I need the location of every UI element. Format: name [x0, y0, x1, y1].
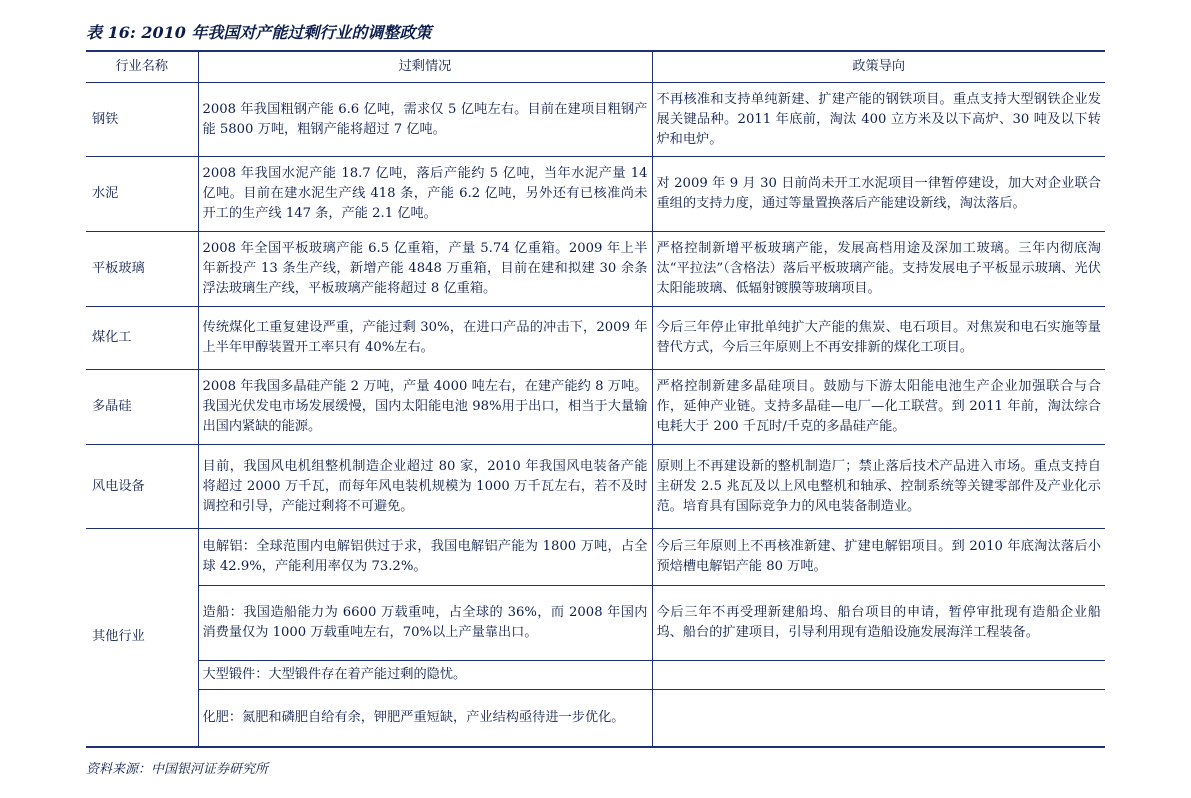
policy-cell: 今后三年不再受理新建船坞、船台项目的申请，暂停审批现有造船企业船坞、船台的扩建项目，引导利用现有造船设施发展海洋工程装备。 [652, 586, 1105, 661]
industry-name: 煤化工 [86, 307, 198, 370]
table-row [86, 586, 1105, 661]
table-row [86, 83, 1105, 157]
policy-cell [652, 690, 1105, 747]
industry-name: 平板玻璃 [86, 232, 198, 307]
policy-cell: 今后三年停止审批单纯扩大产能的焦炭、电石项目。对焦炭和电石实施等量替代方式，今后三年原则上不再安排新的煤化工项目。 [652, 307, 1105, 370]
policy-cell: 原则上不再建设新的整机制造厂；禁止落后技术产品进入市场。重点支持自主研发 2.5 兆瓦及以上风电整机和轴承、控制系统等关键零部件及产业化示范。培育具有国际竞争力的风电装备制造业。 [652, 445, 1105, 529]
source-note: 资料来源：中国银河证券研究所 [86, 762, 269, 777]
industry-name: 风电设备 [86, 445, 198, 529]
situation-cell: 目前，我国风电机组整机制造企业超过 80 家，2010 年我国风电装备产能将超过 2000 万千瓦，而每年风电装机规模为 1000 万千瓦左右，若不及时调控和引导，产能过剩将不可避免。 [198, 445, 652, 529]
situation-cell: 2008 年我国水泥产能 18.7 亿吨，落后产能约 5 亿吨，当年水泥产量 14 亿吨。目前在建水泥生产线 418 条，产能 6.2 亿吨，另外还有已核准尚未开工的生产线 147 条，产能 2.1 亿吨。 [198, 157, 652, 232]
industry-name: 多晶硅 [86, 370, 198, 445]
situation-cell: 2008 年我国粗钢产能 6.6 亿吨，需求仅 5 亿吨左右。目前在建项目粗钢产能 5800 万吨，粗钢产能将超过 7 亿吨。 [198, 83, 652, 157]
policy-cell: 对 2009 年 9 月 30 日前尚未开工水泥项目一律暂停建设，加大对企业联合重组的支持力度，通过等量置换落后产能建设新线，淘汰落后。 [652, 157, 1105, 232]
situation-cell: 化肥：氮肥和磷肥自给有余，钾肥严重短缺，产业结构亟待进一步优化。 [198, 690, 652, 747]
situation-cell: 2008 年我国多晶硅产能 2 万吨，产量 4000 吨左右，在建产能约 8 万吨。我国光伏发电市场发展缓慢，国内太阳能电池 98%用于出口，相当于大量输出国内紧缺的能源。 [198, 370, 652, 445]
situation-cell: 2008 年全国平板玻璃产能 6.5 亿重箱，产量 5.74 亿重箱。2009 年上半年新投产 13 条生产线，新增产能 4848 万重箱，目前在建和拟建 30 余条浮法玻璃生产线，平板玻璃产能将超过 8 亿重箱。 [198, 232, 652, 307]
table-row [86, 370, 1105, 445]
situation-cell: 电解铝：全球范围内电解铝供过于求，我国电解铝产能为 1800 万吨，占全球 42.9%，产能利用率仅为 73.2%。 [198, 529, 652, 586]
table-row [86, 529, 1105, 586]
table-row [86, 661, 1105, 690]
table-row [86, 232, 1105, 307]
policy-cell: 不再核准和支持单纯新建、扩建产能的钢铁项目。重点支持大型钢铁企业发展关键品种。2011 年底前，淘汰 400 立方米及以下高炉、30 吨及以下转炉和电炉。 [652, 83, 1105, 157]
policy-cell [652, 661, 1105, 690]
document-page [86, 20, 1106, 748]
table-title: 表 16: 2010 年我国对产能过剩行业的调整政策 [86, 23, 432, 42]
policy-cell: 今后三年原则上不再核准新建、扩建电解铝项目。到 2010 年底淘汰落后小预焙槽电解铝产能 80 万吨。 [652, 529, 1105, 586]
industry-name: 水泥 [86, 157, 198, 232]
situation-cell: 传统煤化工重复建设严重，产能过剩 30%，在进口产品的冲击下，2009 年上半年甲醇装置开工率只有 40%左右。 [198, 307, 652, 370]
table-header-row [86, 51, 1105, 83]
table-row [86, 445, 1105, 529]
situation-cell: 造船：我国造船能力为 6600 万载重吨，占全球的 36%，而 2008 年国内消费量仅为 1000 万载重吨左右，70%以上产量靠出口。 [198, 586, 652, 661]
header-industry: 行业名称 [86, 51, 198, 83]
industry-name: 钢铁 [86, 83, 198, 157]
table-row [86, 157, 1105, 232]
policy-cell: 严格控制新建多晶硅项目。鼓励与下游太阳能电池生产企业加强联合与合作，延伸产业链。支持多晶硅—电厂—化工联营。到 2011 年前，淘汰综合电耗大于 200 千瓦时/千克的多晶硅产能。 [652, 370, 1105, 445]
header-policy: 政策导向 [652, 51, 1105, 83]
table-row [86, 307, 1105, 370]
policy-cell: 严格控制新增平板玻璃产能，发展高档用途及深加工玻璃。三年内彻底淘汰“平拉法”（含格法）落后平板玻璃产能。支持发展电子平板显示玻璃、光伏太阳能玻璃、低辐射镀膜等玻璃项目。 [652, 232, 1105, 307]
table-row [86, 690, 1105, 747]
industry-name: 其他行业 [86, 529, 198, 747]
header-situation: 过剩情况 [198, 51, 652, 83]
situation-cell: 大型锻件：大型锻件存在着产能过剩的隐忧。 [198, 661, 652, 690]
policy-table [86, 50, 1105, 748]
